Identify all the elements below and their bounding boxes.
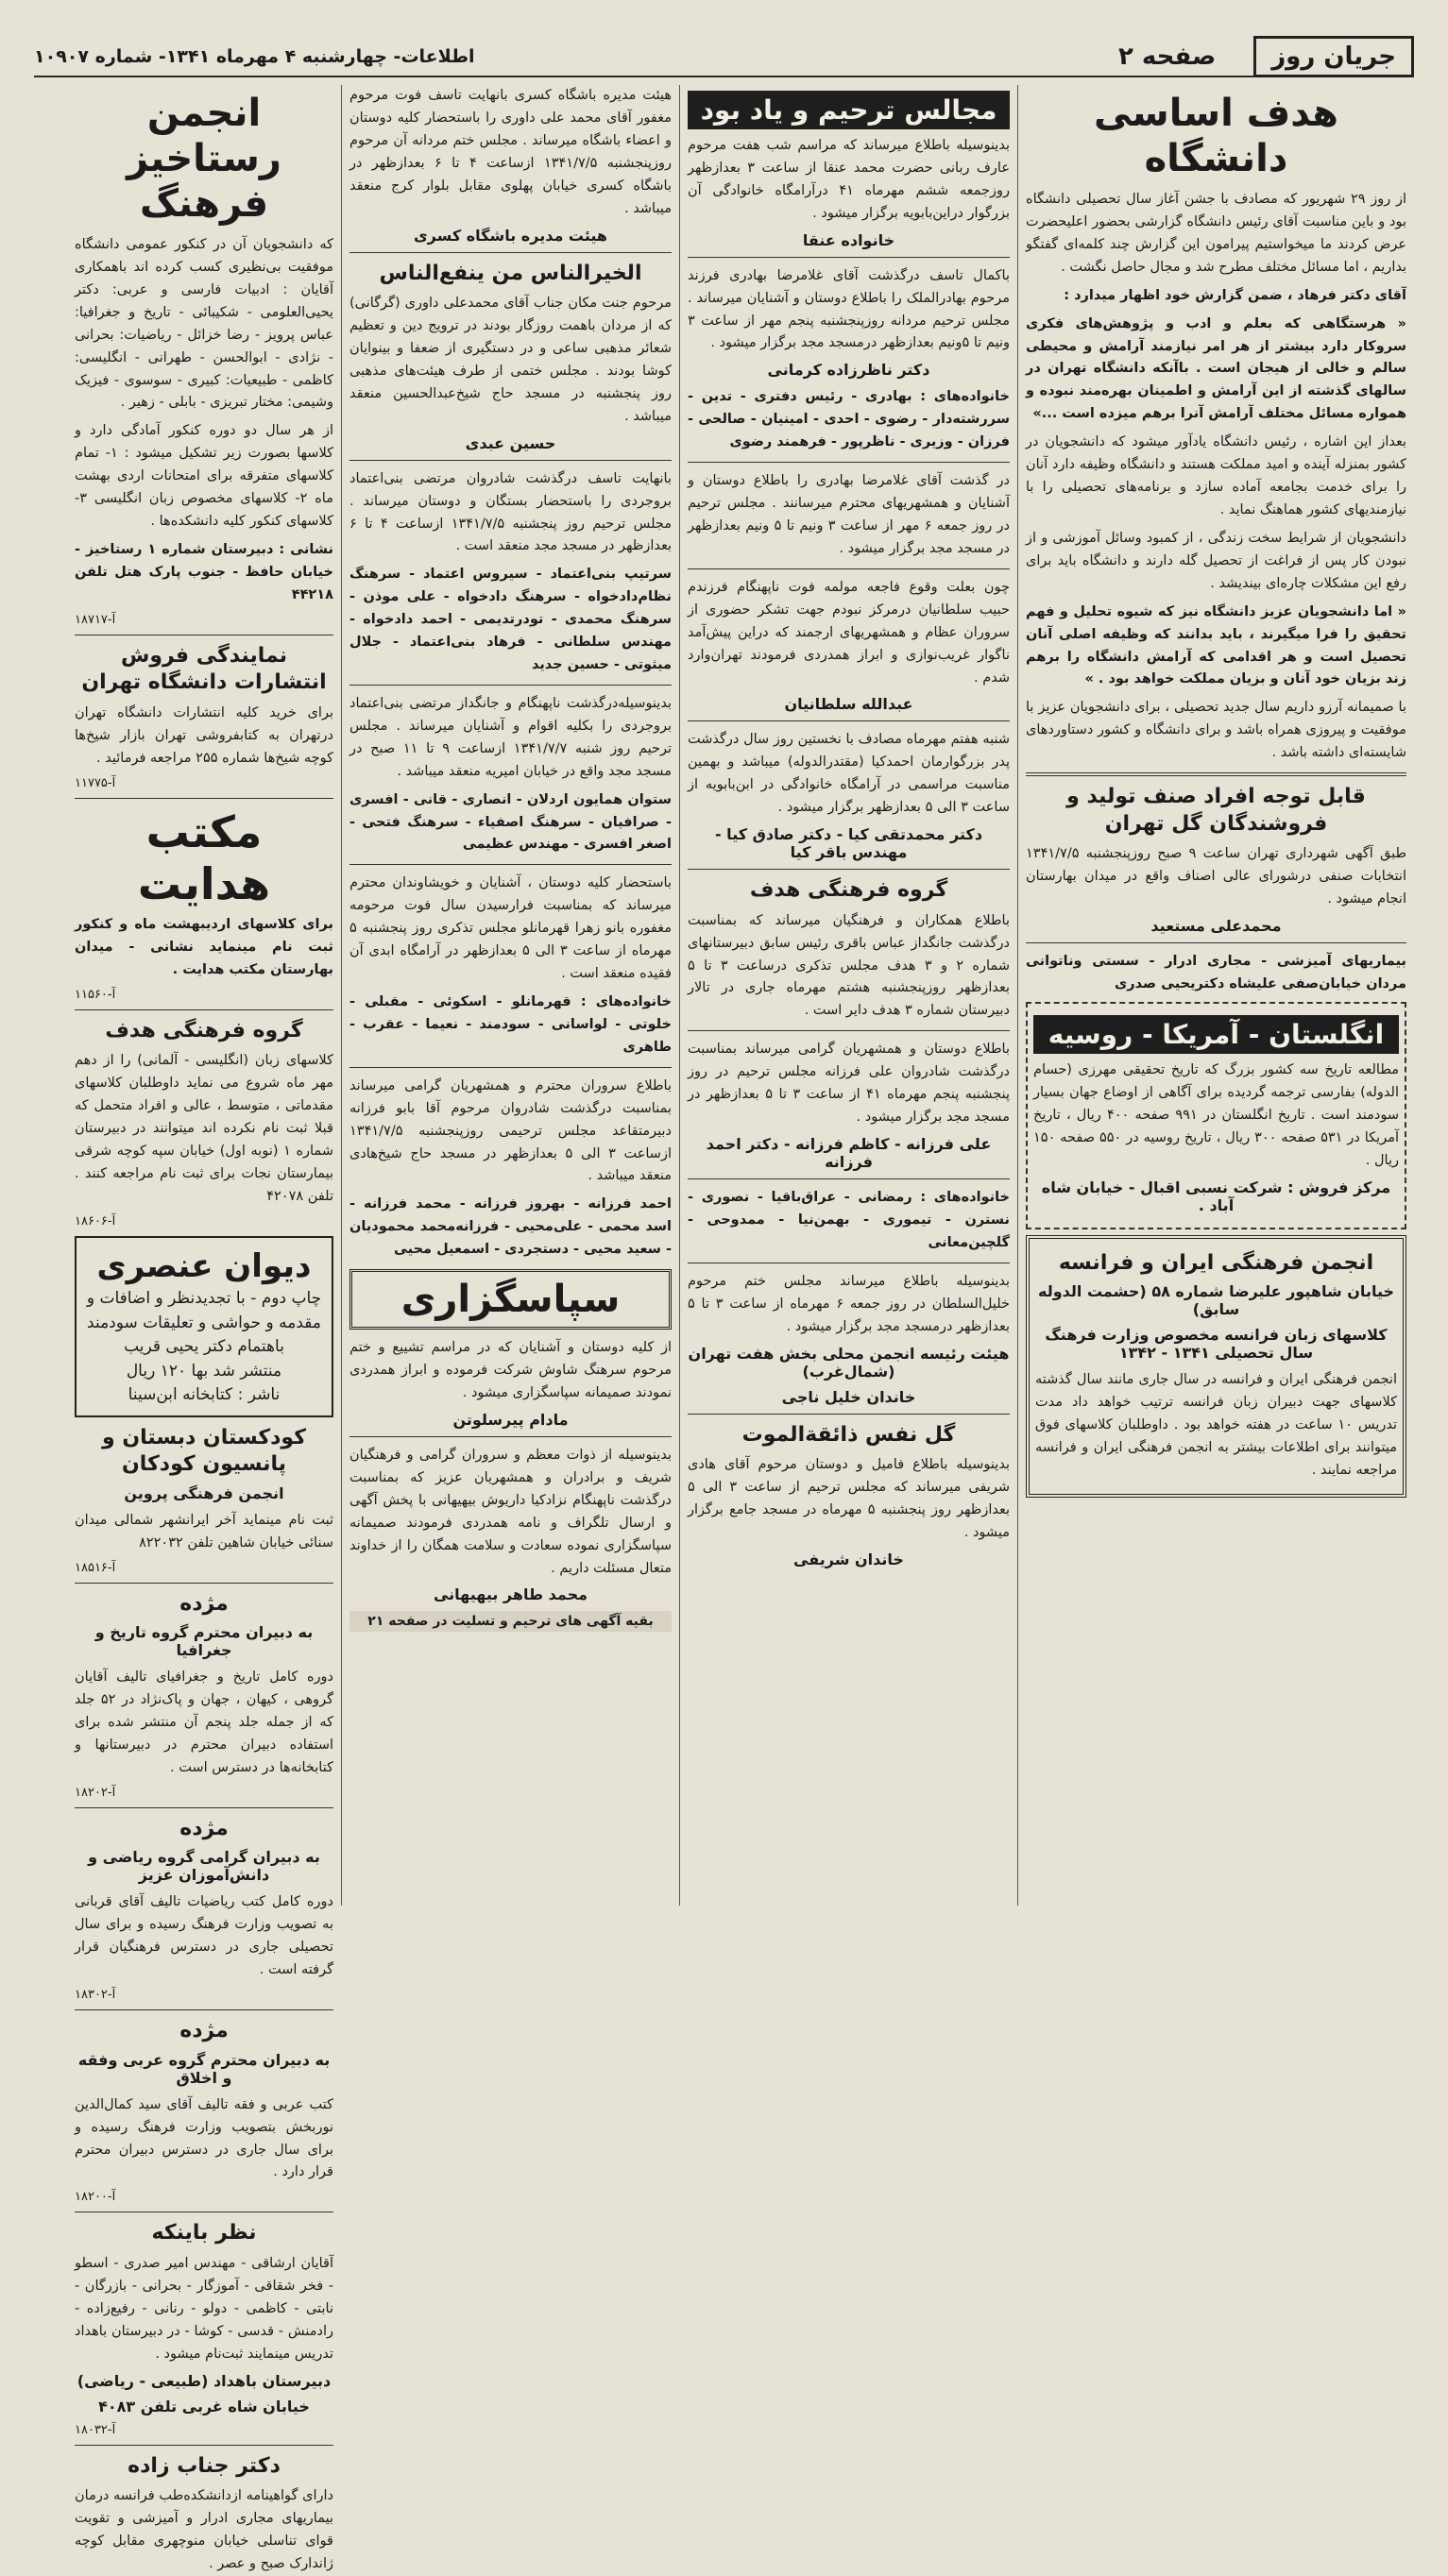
classified-body: آقایان ارشاقی - مهندس امیر صدری - اسطو - فخر شقاقی - آموزگار - بحرانی - بازرگان - نابتی - کاظمی - دولو - رنانی - رفیع‌زاده - رادمنش - قدسی - کوشا - در دبیرستان باهداد تدریس مینمایند ثبت‌نام میشود . bbox=[75, 2255, 333, 2362]
classified-title: کودکستان دبستان و پانسیون کودکان bbox=[101, 1425, 307, 1477]
classified-subtitle: به دبیران محترم گروه عربی وفقه و اخلاق bbox=[77, 2050, 331, 2087]
memorial-notice: باطلاع همکاران و فرهنگیان میرساند که بمناسبت درگذشت جانگداز عباس باقری رئیس سابق دبیرستانهای شماره ۲ و ۳ هدف مجلس تذکری درساعت ۳ تا ۵ بعدازظهر روزپنجشنبه هشتم مهرماه جاری در تالار دبیرستان شماره ۳ هدف دایر است . bbox=[688, 912, 1010, 1019]
book-ad-line: ناشر : کتابخانه ابن‌سینا bbox=[128, 1385, 281, 1405]
memorial-notice: چون بعلت وقوع فاجعه مولمه فوت ناپهنگام فرزندم حبیب سلطانیان درمرکز نبودم جهت تشکر حضوری از سروران عظام و همشهریهای ارجمند که دراین پیش‌آمد ناگوار غریب‌نوازی و ابراز همدردی فرمودند تهران‌وارد شدم . bbox=[688, 579, 1010, 686]
thanks-signature: محمد طاهر بیهیهانی bbox=[433, 1585, 588, 1604]
classified-title: نمایندگی فروش انتشارات دانشگاه تهران bbox=[81, 643, 327, 695]
book-ad-address: مرکز فروش : شرکت نسبی اقبال - خیابان شاه آباد . bbox=[1041, 1178, 1391, 1214]
divider bbox=[349, 1067, 672, 1068]
ad-ref: آ-۱۸۲۰۲ bbox=[75, 1785, 116, 1800]
book-ad-line: باهتمام دکتر یحیی قریب bbox=[124, 1337, 284, 1357]
classified-address: نشانی : دبیرستان شماره ۱ رستاخیز - خیابان حافظ - جنوب پارک هتل تلفن ۴۴۲۱۸ bbox=[75, 541, 333, 602]
classified-body: کتب عربی و فقه تالیف آقای سید کمال‌الدین نوربخش بتصویب وزارت فرهنگ رسیده و برای سال جاری در دسترس دبیران محترم قرار دارد . bbox=[75, 2096, 333, 2180]
memorial-notice: بدینوسیله باطلاع میرساند که مراسم شب هفت مرحوم عارف ربانی حضرت محمد عنقا از ساعت ۳ بعدازظهر روزجمعه ششم مهرماه ۴۱ درآرامگاه خانوادگی آن بزرگوار دراین‌بابویه برگزار میشود . bbox=[688, 138, 1010, 221]
book-ad-box bbox=[1026, 1002, 1406, 1229]
divider bbox=[688, 257, 1010, 258]
memorial-notice: شنبه هفتم مهرماه مصادف با نخستین روز سال درگذشت پدر بزرگوارمان احمدکیا (مقتدرالدوله) میباشد و بهمین مناسبت مراسمی در آرامگاه خانوادگی در ابن‌بابویه از ساعت ۳ الی ۵ بعدازظهر برگزار میشود . bbox=[688, 732, 1010, 816]
classified-subtitle: به دبیران گرامی گروه ریاضی و دانش‌آموزان عزیز bbox=[88, 1848, 320, 1885]
classified-body: کلاسهای زبان (انگلیسی - آلمانی) را از دهم مهر ماه شروع می نماید داوطلبان کلاسهای مقدماتی ، متوسط ، عالی و افراد متحمل که قبلا ثبت نام نکرده اند میتوانند در دبیرستان شماره ۱ (نوبه اول) خیابان سپه کوچه شرقی بیمارستان نجات برای ثبت نام مراجعه کنند . تلفن ۴۲۰۷۸ bbox=[75, 1053, 333, 1204]
memorial-notice: باطلاع سروران محترم و همشهریان گرامی میرساند بمناسبت درگذشت شادروان مرحوم آقا بابو فرزانه دبیرمتقاعد مجلس ترحیمی روزپنجشنبه ۱۳۴۱/۷/۵ ازساعت ۳ الی ۵ بعدازظهر در مسجد حاج شیخ‌هادی منعقد میباشد . bbox=[349, 1077, 672, 1184]
classified-body: دارای گواهینامه ازدانشکده‌طب فرانسه درمان بیماریهای مجاری ادرار و آمیزشی و تقویت قوای تناسلی خیابان منوچهری مقابل کوچه ژاندارک صبح و عصر . bbox=[75, 2488, 333, 2571]
divider bbox=[349, 252, 672, 253]
memorials-banner: مجالس ترحیم و یاد بود bbox=[688, 91, 1010, 129]
ad-ref: آ-۱۸۵۱۶ bbox=[75, 1560, 116, 1575]
memorial-title: گل نفس ذائقةالموت bbox=[741, 1422, 956, 1447]
memorial-notice: مرحوم جنت مکان جناب آقای محمدعلی داوری (گرگانی) که از مردان باهمت روزگار بودند در ترویج دین و تعظیم شعائر مذهبی ساعی و در دستگیری از ضعفا و بینوایان کوشا بودند . مجلس ختمی از طرف هیئت‌های مذهبی روز پنجشنبه در مسجد حاج شیخ‌عبدالحسین منعقد میباشد . bbox=[349, 296, 672, 424]
classified-subtitle: دبیرستان باهداد (طبیعی - ریاضی) bbox=[77, 2371, 332, 2390]
classified-headline: انجمن رستاخیز فرهنگ bbox=[127, 92, 281, 226]
memorial-notice: باستحضار کلیه دوستان ، آشنایان و خویشاوندان محترم میرساند که بمناسبت فرارسیدن سال فوت مرحومه مغفوره بانو زهرا قهرمانلو مجلس تذکری روز پنجشنبه ۵ مهرماه از ساعت ۳ الی ۵ بعدازظهر در آرامگاه ابدی آن فقیده منعقد است . bbox=[349, 875, 672, 982]
classified-body: که دانشجویان آن در کنکور عمومی دانشگاه موفقیت بی‌نظیری کسب کرده اند باهمکاری آقایان : ادبیات فارسی و عربی: دکتر یحیی‌العلومی - شکیبائی - تاریخ و جغرافیا: عباس پرویز - رضا خزائل - ریاضیات: بحرانی - نژادی - ابوالحسن - طهرانی - انگلیسی: کاظمی - طبیعیات: کبیری - سوسوی - فیزیک وشیمی: مختار تبریزی - بابلی - زهیر . bbox=[75, 237, 333, 411]
memorial-families: خانواده‌های : بهادری - رئیس دفتری - تدین - سررشته‌دار - رضوی - احدی - امینیان - صالحی - فرزان - وزیری - ناظرپور - فرهمند رضوی bbox=[688, 389, 1010, 450]
notice-signature: محمدعلی مستعید bbox=[1150, 917, 1282, 936]
memorial-signature: عبدالله سلطانیان bbox=[784, 695, 913, 714]
columns bbox=[34, 85, 1414, 2571]
classified-title: دکتر جناب زاده bbox=[128, 2453, 281, 2478]
memorial-signature: خاندان خلیل ناجی bbox=[781, 1387, 916, 1406]
column-editorial bbox=[1017, 85, 1414, 1906]
memorial-notice: در گذشت آقای غلامرضا بهادری را باطلاع دوستان و آشنایان و همشهریهای محترم میرسانند . مجلس ترحیم در روز جمعه ۶ مهر از ساعت ۳ ونیم تا ۵ ونیم بعدازظهر در مسجد مجد برگزار میشود . bbox=[688, 473, 1010, 556]
divider bbox=[349, 460, 672, 461]
memorial-families: ستوان همایون اردلان - انصاری - قانی - افسری - صرافیان - سرهنگ اصفیاء - سرهنگ فتحی - اصغر افسری - مهندس عظیمی bbox=[349, 791, 672, 853]
continued-footer: بقیه آگهی های ترحیم و تسلیت در صفحه ۲۱ bbox=[349, 1611, 672, 1632]
divider bbox=[75, 1807, 333, 1808]
ad-ref: آ-۱۸۲۰۰ bbox=[75, 2190, 116, 2205]
divider bbox=[688, 568, 1010, 569]
classified-address: خیابان شاه غربی تلفن ۴۰۸۳ bbox=[98, 2397, 310, 2415]
editorial-paragraph: « هرستگاهی که بعلم و ادب و پژوهش‌های فکری سروکار دارد بیشتر از هر امر نیازمند آرامش و محیطی سالم و خالی از هیجان است . باآنکه دانشگاه تهران در سالهای گذشته از این آرامش و اطمینان بهره‌مند نبوده و همواره مسائل مختلف آرامش آنرا برهم میزده است ...» bbox=[1026, 315, 1406, 422]
ad-ref: آ-۱۸۶۰۶ bbox=[75, 1213, 116, 1229]
divider bbox=[349, 864, 672, 865]
memorial-notice: بانهایت تاسف درگذشت شادروان مرتضی بنی‌اعتماد بروجردی را باستحضار بستگان و دوستان میرساند . مجلس ترحیم روز پنجشنبه ۱۳۴۱/۷/۵ ازساعت ۴ تا ۶ بعدازظهر در مسجد مجد منعقد است . bbox=[349, 470, 672, 554]
book-ad-body: مطالعه تاریخ سه کشور بزرگ که تاریخ تحقیقی مهرزی (حسام الدوله) بفارسی ترجمه گردیده برای آگاهی از اوضاع جهان بسیار سودمند است . تاریخ انگلستان در ۹۹۱ صفحه ۴۰۰ ریال ، تاریخ آمریکا در ۵۳۱ صفحه ۳۰۰ ریال ، تاریخ روسیه در ۵۵۰ صفحه ۱۵۰ ریال . bbox=[1033, 1061, 1400, 1168]
classified-body: از هر سال دو دوره کنکور آمادگی دارد و کلاسها بصورت زیر تشکیل میشود : ۱- تمام کلاسهای متفرقه برای امتحانات اردی بهشت ماه ۲- کلاسهای مخصوص زبان انگلیسی ۳- کلاسهای کنکور کلیه دانشکده‌ها . bbox=[75, 423, 334, 530]
classified-subtitle: به دبیران محترم گروه تاریخ و جغرافیا bbox=[94, 1623, 314, 1660]
memorial-title: گروه فرهنگی هدف bbox=[749, 878, 948, 903]
classified-body: ثبت نام مینماید آخر ایرانشهر شمالی میدان سنائی خیابان شاهین تلفن ۸۲۲۰۳۲ bbox=[75, 1512, 333, 1551]
book-ad-line: چاپ دوم - با تجدیدنظر و اضافات و bbox=[86, 1289, 322, 1309]
ad-ref: آ-۱۱۵۶۰ bbox=[75, 987, 116, 1002]
classified-body: برای کلاسهای اردیبهشت ماه و کنکور ثبت نام مینماید نشانی - میدان بهارستان مکتب هدایت . bbox=[75, 917, 333, 977]
thanks-notice: از کلیه دوستان و آشنایان که در مراسم تشییع و ختم مرحوم سرهنگ شاوش شرکت فرموده و ابراز همدردی نمودند صمیمانه سپاسگزاری میشود . bbox=[349, 1340, 672, 1400]
memorial-signature: دکتر ناظرزاده کرمانی bbox=[767, 361, 930, 380]
classified-body: دوره کامل کتب ریاضیات تالیف آقای قربانی به تصویب وزارت فرهنگ رسیده و برای سال تحصیلی جاری در دسترس فرهنگیان قرار گرفته است . bbox=[75, 1894, 333, 1978]
memorial-signature: خاندان شریفی bbox=[793, 1550, 904, 1568]
notice-body: طبق آگهی شهرداری تهران ساعت ۹ صبح روزپنجشنبه ۱۳۴۱/۷/۵ انتخابات صنفی درشورای عالی اصناف واقع در میدان بهارستان انجام میشود . bbox=[1026, 846, 1406, 907]
school-ad-subtitle: خیابان شاهپور علیرضا شماره ۵۸ (حشمت الدوله سابق) bbox=[1037, 1282, 1395, 1319]
editorial-headline: هدف اساسی دانشگاه bbox=[1093, 92, 1339, 180]
classified-title: مژده bbox=[179, 1591, 229, 1616]
editorial-paragraph: بعداز این اشاره ، رئیس دانشگاه یادآور میشود که دانشجویان در کشور بمنزله آینده و امید مملکت هستند و دانشگاه وظیفه دارد آنان را برای خدمت بجامعه آماده سازد و برنامه‌های تحصیلی را با نیازمندیهای کشور هماهنگ نماید . bbox=[1026, 434, 1406, 517]
memorial-families: خانواده‌های : رمضانی - عراق‌باقیا - نصوری - نسترن - تیموری - بهمن‌نیا - ممدوحی - گلچین‌معانی bbox=[688, 1190, 1010, 1250]
masthead bbox=[34, 38, 1414, 77]
classified-body: برای خرید کلیه انتشارات دانشگاه تهران درتهران به کتابفروشی تهران بازار شیخ‌ها کوچه شیخ‌ها شماره ۲۵۵ مراجعه فرمائید . bbox=[75, 704, 333, 766]
divider bbox=[688, 1414, 1010, 1415]
memorial-families: سرتیپ بنی‌اعتماد - سیروس اعتماد - سرهنگ نظام‌دادخواه - سرهنگ دادخواه - علی موذن - سرهنگ محمدی - تودرتدیمی - احمد دادخواه - مهندس سلطانی - فرهاد بنی‌اعتماد - جلال میثوتی - حسین جدید bbox=[349, 567, 672, 673]
clinic-notice: بیماریهای آمیزشی - مجاری ادرار - سستی وناتوانی مردان خیابان‌صفی علیشاه دکتر‌یحیی صدری bbox=[1026, 954, 1406, 991]
school-ad-box bbox=[1026, 1235, 1406, 1498]
school-ad-body: انجمن فرهنگی ایران و فرانسه در سال جاری مانند سال گذشته کلاسهای جهت دبیران زبان فرانسه ترتیب خواهد داد مدت تدریس ۱۰ ساعت در هفته خواهد بود . داوطلبان کلاسهای فوق میتوانند برای اطلاعات بیشتر به انجمن فرهنگی ایران و فرانسه مراجعه نمایند . bbox=[1035, 1372, 1398, 1478]
classified-headline: مکتب هدایت bbox=[137, 805, 271, 909]
ad-ref: آ-۱۸۰۳۲ bbox=[75, 2422, 116, 2437]
issue-line: اطلاعات- چهارشنبه ۴ مهرماه ۱۳۴۱- شماره ۱۰۹۰۷ bbox=[34, 46, 475, 67]
divider bbox=[75, 1009, 333, 1010]
divider bbox=[688, 1178, 1010, 1179]
classified-subtitle: انجمن فرهنگی پروین bbox=[124, 1483, 284, 1502]
memorial-notice: بدینوسیله‌درگذشت ناپهنگام و جانگداز مرتضی بنی‌اعتماد بروجردی را بکلیه اقوام و آشنایان میرساند . مجلس ترحیم روز شنبه ۱۳۴۱/۷/۷ ازساعت ۹ تا ۱۱ صبح در مسجد مجد واقع در خیابان امیریه منعقد میباشد . bbox=[349, 695, 672, 779]
column-memorials-b bbox=[341, 85, 679, 1906]
book-ad-title: انگلستان - آمریکا - روسیه bbox=[1033, 1015, 1399, 1054]
book-ad-line: مقدمه و حواشی و تعلیقات سودمند bbox=[87, 1313, 321, 1332]
memorial-families: احمد فرزانه - بهروز فرزانه - محمد فرزانه - اسد محمی - علی‌محیی - فرزانه‌محمد محمودیان - سعید محیی - دستجردی - اسمعیل محیی bbox=[349, 1196, 672, 1258]
ad-ref: آ-۱۱۷۷۵ bbox=[75, 775, 116, 790]
book-ad-line: منتشر شد بها ۱۲۰ ریال bbox=[126, 1361, 282, 1381]
column-memorials-a bbox=[679, 85, 1017, 1906]
divider bbox=[1026, 772, 1406, 776]
divider bbox=[688, 869, 1010, 870]
divider bbox=[75, 2009, 333, 2010]
divider bbox=[349, 1436, 672, 1437]
editorial-paragraph: از روز ۲۹ شهریور که مصادف با جشن آغاز سال تحصیلی دانشگاه بود و باین مناسبت آقای رئیس دانشگاه گزارشی بحضور اعلیحضرت عرض کردند ما میخواستیم پیرامون این گزارش چند کلمه‌ای گفتگو بداریم ، اما مسائل مختلف مطرح شد و مجال حاصل نگشت . bbox=[1026, 192, 1406, 275]
divider bbox=[349, 685, 672, 686]
ad-ref: آ-۱۸۳۰۲ bbox=[75, 1988, 116, 2003]
editorial-paragraph: « اما دانشجویان عزیز دانشگاه نیز که شیوه تحلیل و فهم تحقیق را فرا میگیرند ، باید بدانند که وظیفه اصلی آنان تحصیل است و هر اقدامی که آرامش دانشگاه را برهم زند بزیان خود آنان و بزیان مملکت خواهد بود . » bbox=[1026, 603, 1406, 687]
section-box: جریان روز bbox=[1253, 36, 1414, 77]
editorial-paragraph: دانشجویان از شرایط سخت زندگی ، از کمبود وسائل آموزشی و از نبودن کار پس از فراغت از تحصیل گله دارند و دانشگاه باید برای رفع این مشکلات چاره‌ای بیندیشد . bbox=[1026, 530, 1406, 591]
column-classifieds bbox=[67, 85, 341, 2571]
school-ad-heading: کلاسهای زبان فرانسه مخصوص وزارت فرهنگ سال تحصیلی ۱۳۴۱ - ۱۳۴۲ bbox=[1045, 1326, 1388, 1363]
memorial-notice: بدینوسیله باطلاع میرساند مجلس ختم مرحوم خلیل‌السلطان در روز جمعه ۶ مهرماه از ساعت ۳ تا ۵ بعدازظهر درمسجد مجد برگزار میشود . bbox=[688, 1273, 1010, 1334]
divider bbox=[75, 798, 333, 799]
classified-title: مژده bbox=[179, 2019, 229, 2043]
school-ad-title: انجمن فرهنگی ایران و فرانسه bbox=[1058, 1250, 1374, 1275]
notice-title: قابل توجه افراد صنف تولید و فروشندگان گل تهران bbox=[1066, 785, 1366, 836]
divider bbox=[688, 1030, 1010, 1031]
editorial-paragraph: با صمیمانه آرزو داریم سال جدید تحصیلی ، برای دانشجویان عزیز با موفقیت و پیروزی همراه باشد و برای دانشگاه و کشور دستاوردهای شایسته‌ای داشته باشد . bbox=[1026, 700, 1406, 761]
divider bbox=[688, 462, 1010, 463]
book-ad-divan bbox=[75, 1236, 333, 1417]
thanks-signature: مادام پیرسلوتن bbox=[452, 1410, 569, 1429]
memorial-notice: هیئت مدیره باشگاه کسری بانهایت تاسف فوت مرحوم مغفور آقای محمد علی داوری را باستحضار کلیه دوستان و اعضاء باشگاه میرساند . مجلس ختم مردانه آن مرحوم روزپنجشنبه ۱۳۴۱/۷/۵ ازساعت ۴ تا ۶ بعدازظهر در باشگاه کسری خیابان پهلوی مقابل بلوار کرج منعقد میباشد . bbox=[349, 88, 672, 216]
memorial-families: خانواده‌های : قهرمانلو - اسکوئی - مقبلی - خلوتی - لواسانی - سودمند - نعیما - عقرب - طاهری bbox=[349, 994, 672, 1055]
memorial-signature: حسین عبدی bbox=[465, 433, 556, 452]
masthead-right bbox=[1118, 36, 1414, 77]
memorial-notice: بدینوسیله باطلاع فامیل و دوستان مرحوم آقای هادی شریفی میرساند که مجلس ترحیم از ساعت ۳ الی ۵ بعدازظهر روز پنجشنبه ۵ مهرماه در مسجد جامع برگزار میشود . bbox=[688, 1457, 1011, 1540]
classified-title: مژده bbox=[179, 1816, 229, 1840]
memorial-notice: باکمال تاسف درگذشت آقای غلامرضا بهادری فرزند مرحوم بهادرالملک را باطلاع دوستان و آشنایان میرساند . مجلس ترحیم مردانه روزپنجشنبه پنجم مهر از ساعت ۳ ونیم تا ۵ونیم بعدازظهر درمسجد مجد برگزار میشود . bbox=[688, 267, 1010, 351]
book-ad-title: دیوان عنصری bbox=[96, 1246, 312, 1285]
memorial-signature: هیئت مدیره باشگاه کسری bbox=[413, 226, 608, 245]
thanks-banner: سپاسگزاری bbox=[349, 1269, 672, 1330]
memorial-signature: علی فرزانه - کاظم فرزانه - دکتر احمد فرزانه bbox=[706, 1135, 992, 1172]
editorial-paragraph: آقای دکتر فرهاد ، ضمن گزارش خود اظهار میدارد : bbox=[1064, 287, 1406, 303]
memorial-signature: خانواده عنقا bbox=[802, 230, 895, 249]
classified-body: دوره کامل تاریخ و جغرافیای تالیف آقایان گروهی ، کیهان ، جهان و پاک‌نژاد در ۵۲ جلد که از جمله جلد پنجم آن منتشر شده برای استفاده دبیران محترم در دبیرستانها و کتابخانه‌ها در دسترس است . bbox=[75, 1669, 334, 1775]
classified-title: نظر باینکه bbox=[151, 2221, 257, 2246]
memorial-signature: دکتر محمدتقی کیا - دکتر صادق کیا - مهندس باقر کیا bbox=[714, 825, 983, 862]
divider bbox=[75, 635, 333, 636]
memorial-notice: باطلاع دوستان و همشهریان گرامی میرساند بمناسبت درگذشت شادروان علی فرزانه مجلس ترحیم در روز پنجشنبه پنجم مهرماه ۴۱ از ساعت ۳ تا ۵ بعدازظهر در مسجد مجد برگزار میشود . bbox=[688, 1042, 1010, 1126]
divider bbox=[75, 1583, 333, 1584]
divider bbox=[688, 720, 1010, 721]
classified-title: گروه فرهنگی هدف bbox=[105, 1018, 303, 1042]
page-number: صفحه ۲ bbox=[1117, 42, 1217, 71]
memorial-signature: هیئت رئیسه انجمن محلی بخش هفت تهران (شمال‌غرب) bbox=[688, 1344, 1010, 1381]
divider bbox=[1026, 942, 1406, 943]
thanks-notice: بدینوسیله از ذوات معظم و سروران گرامی و فرهنگیان شریف و برادران و همشهریان عزیز که بمناسبت درگذشت ناپهنگام نزادکیا داریوش بیهیهانی با پخش آگهی و ارسال تلگراف و نامه همدردی فرمودند صمیمانه سپاسگزاری نموده سعادت و سلامت همگان را از خداوند متعال مسئلت داریم . bbox=[349, 1447, 672, 1576]
divider bbox=[75, 2445, 333, 2446]
ad-ref: آ-۱۸۷۱۷ bbox=[75, 612, 116, 627]
memorial-title: الخیرالناس من ینفع‌الناس bbox=[379, 261, 642, 285]
